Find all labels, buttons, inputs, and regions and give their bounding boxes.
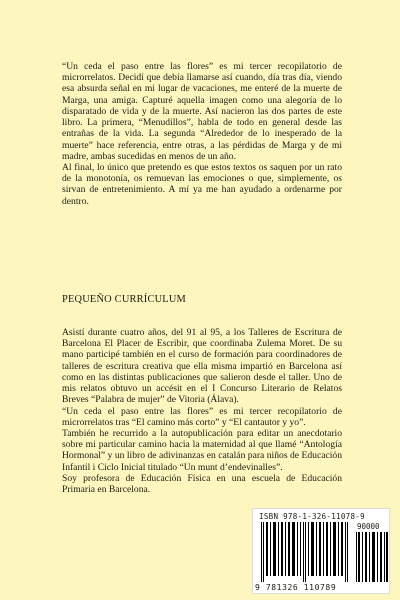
isbn-barcode — [252, 508, 390, 594]
intro-paragraph-1: “Un ceda el paso entre las flores” es mi tercer recopilatorio de microrrelatos. Decidí que debía llamarse así cuando, día tras día, viendo esa absurda señal en mi lugar de vacaciones, me enteré de la muerte de Marga, una amiga. Capturé aquella imagen como una alegoría de lo disparatado de vida y de la muerte. Así nacieron las dos partes de este libro. La primera, “Menudillos”, habla de todo en general desde las entrañas de la vida. La segunda “Alrededor de lo inesperado de la muerte” hace referencia, entre otras, a las pérdidas de Marga y de mi madre, ambas sucedidas en menos de un año. — [62, 61, 342, 162]
barcode-digits: 9 781326 110789 — [255, 583, 337, 592]
cv-paragraph-3: También he recurrido a la autopublicación para editar un anecdotario sobre mi particular camino hacia la maternidad al que llamé “Antología Hormonal” y un libro de adivinanzas en catalán para niños de Educación Infantil i Ciclo Inicial titulado “Un munt d’endevinalles”. — [62, 427, 342, 473]
isbn-addon-code: 90000 — [357, 522, 380, 531]
isbn-number: ISBN 978-1-326-11078-9 — [259, 512, 365, 521]
cv-heading: PEQUEÑO CURRÍCULUM — [62, 294, 186, 305]
intro-paragraph-2: Al final, lo único que pretendo es que estos textos os saquen por un rato de la monotonía, os remuevan las emociones o que, simplemente, os sirvan de entretenimiento. A mí ya me han ayudado a ordenarme por dentro. — [62, 161, 342, 207]
ean-barcode-bars — [259, 522, 351, 582]
cv-paragraph-4: Soy profesora de Educación Física en una escuela de Educación Primaria en Barcelona. — [62, 472, 342, 496]
addon-barcode-bars — [356, 532, 388, 582]
cv-paragraph-2: “Un ceda el paso entre las flores” es mi tercer recopilatorio de microrrelatos tras “El camino más corto” y “El cantautor y yo”. — [62, 405, 342, 428]
cv-text — [62, 327, 342, 495]
intro-text — [62, 61, 342, 207]
cv-paragraph-1: Asistí durante cuatro años, del 91 al 95, a los Talleres de Escritura de Barcelona El Placer de Escribir, que coordinaba Zulema Moret. De su mano participé también en el curso de formación para coordinadores de talleres de escritura creativa que ella misma impartió en Barcelona así como en las distintas publicaciones que salieron desde el taller. Uno de mis relatos obtuvo un accésit en el I Concurso Literario de Relatos Breves “Palabra de mujer” de Vitoria (Álava). — [62, 327, 342, 406]
